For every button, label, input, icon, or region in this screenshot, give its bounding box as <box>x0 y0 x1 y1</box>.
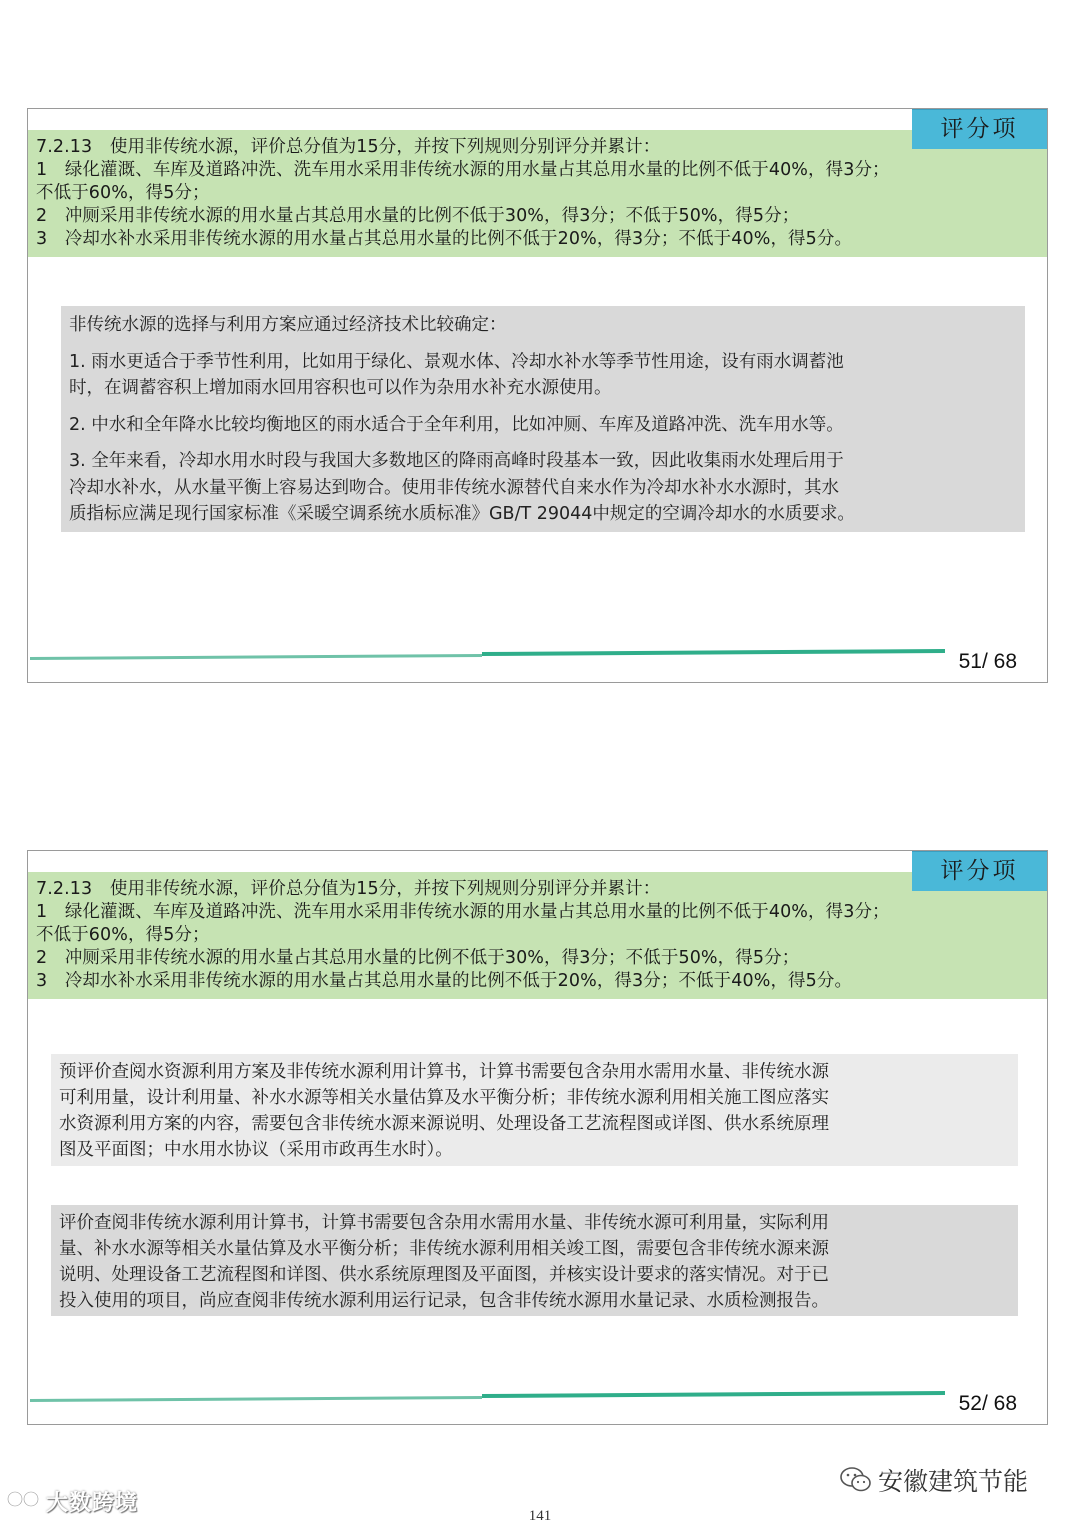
box-item-3-line: 质指标应满足现行国家标准《采暖空调系统水质标准》GB/T 29044中规定的空调冷却水的水质要求。 <box>69 504 855 524</box>
header-line: 2 冲厕采用非传统水源的用水量占其总用水量的比例不低于30%，得3分；不低于50%，得5分； <box>36 948 800 968</box>
box-line: 说明、处理设备工艺流程图和详图、供水系统原理图及平面图，并核实设计要求的落实情况。对于已 <box>59 1265 829 1285</box>
slide-header <box>28 872 1047 999</box>
footer-divider <box>30 1389 945 1403</box>
header-line: 2 冲厕采用非传统水源的用水量占其总用水量的比例不低于30%，得3分；不低于50%，得5分； <box>36 206 800 226</box>
page-number: 51/ 68 <box>958 650 1017 673</box>
header-line: 1 绿化灌溉、车库及道路冲洗、洗车用水采用非传统水源的用水量占其总用水量的比例不低于40%，得3分； <box>36 902 890 922</box>
watermark-right-text: 安徽建筑节能 <box>878 1467 1029 1496</box>
box-line: 图及平面图；中水用水协议（采用市政再生水时）。 <box>59 1140 453 1160</box>
box-line: 评价查阅非传统水源利用计算书，计算书需要包含杂用水需用水量、非传统水源可利用量，实际利用 <box>59 1213 829 1233</box>
box-line: 可利用量，设计利用量、补水水源等相关水量估算及水平衡分析；非传统水源利用相关施工图应落实 <box>59 1088 829 1108</box>
evaluation-box <box>51 1205 1018 1316</box>
header-line: 3 冷却水补水采用非传统水源的用水量占其总用水量的比例不低于20%，得3分；不低于40%，得5分。 <box>36 229 853 249</box>
wechat-icon <box>840 1466 872 1500</box>
box-item-1-line: 时，在调蓄容积上增加雨水回用容积也可以作为杂用水补充水源使用。 <box>69 378 612 398</box>
header-line: 不低于60%，得5分； <box>36 925 210 945</box>
slide-51 <box>27 108 1048 683</box>
printed-page-number: 141 <box>528 1508 552 1524</box>
box-line: 投入使用的项目，尚应查阅非传统水源利用运行记录，包含非传统水源用水量记录、水质检测报告。 <box>59 1291 829 1311</box>
header-line: 3 冷却水补水采用非传统水源的用水量占其总用水量的比例不低于20%，得3分；不低于40%，得5分。 <box>36 971 853 991</box>
box-line: 水资源利用方案的内容，需要包含非传统水源来源说明、处理设备工艺流程图或详图、供水系统原理 <box>59 1114 829 1134</box>
watermark-right <box>840 1462 1028 1500</box>
box-item-3-line: 3. 全年来看，冷却水用水时段与我国大多数地区的降雨高峰时段基本一致，因此收集雨水处理后用于 <box>69 451 844 471</box>
scoring-item-badge: 评分项 <box>912 109 1047 149</box>
pre-evaluation-box <box>51 1054 1018 1166</box>
box-line: 量、补水水源等相关水量估算及水平衡分析；非传统水源利用相关竣工图，需要包含非传统水源来源 <box>59 1239 829 1259</box>
watermark-left-text: 大数跨境 <box>46 1491 139 1516</box>
slide-header <box>28 130 1047 257</box>
box-item-1-line: 1. 雨水更适合于季节性利用，比如用于绿化、景观水体、冷却水补水等季节性用途，设有雨水调蓄池 <box>69 351 844 372</box>
box-item-2: 2. 中水和全年降水比较均衡地区的雨水适合于全年利用，比如冲厕、车库及道路冲洗、洗车用水等。 <box>69 414 844 435</box>
scoring-item-badge: 评分项 <box>912 851 1047 891</box>
slide-52 <box>27 850 1048 1425</box>
header-line: 7.2.13 使用非传统水源，评价总分值为15分，并按下列规则分别评分并累计： <box>36 879 661 899</box>
page-number: 52/ 68 <box>958 1392 1017 1415</box>
header-line: 7.2.13 使用非传统水源，评价总分值为15分，并按下列规则分别评分并累计： <box>36 137 661 157</box>
footer-divider <box>30 647 945 661</box>
explanation-box <box>61 306 1025 532</box>
header-line: 不低于60%，得5分； <box>36 183 210 203</box>
box-item-3-line: 冷却水补水，从水量平衡上容易达到吻合。使用非传统水源替代自来水作为冷却水补水水源时，其水 <box>69 477 839 498</box>
header-line: 1 绿化灌溉、车库及道路冲洗、洗车用水采用非传统水源的用水量占其总用水量的比例不低于40%，得3分； <box>36 160 890 180</box>
box-line: 预评价查阅水资源利用方案及非传统水源利用计算书，计算书需要包含杂用水需用水量、非传统水源 <box>59 1062 829 1082</box>
box-intro: 非传统水源的选择与利用方案应通过经济技术比较确定： <box>69 315 507 335</box>
